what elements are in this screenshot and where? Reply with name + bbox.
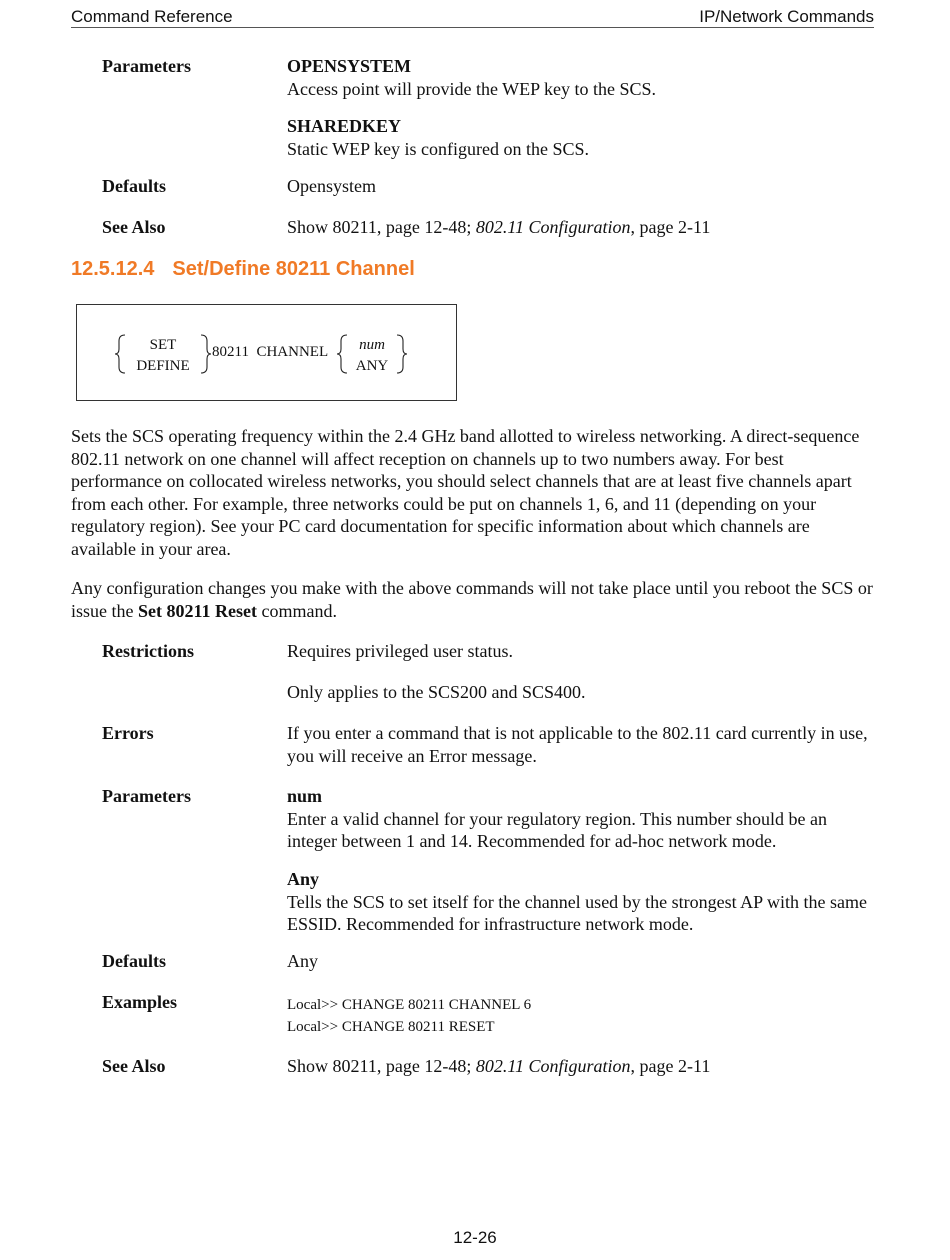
reboot-note-command: Set 80211 Reset: [138, 600, 257, 621]
syntax-set: SET: [149, 337, 177, 353]
examples-label: Examples: [102, 992, 178, 1012]
param-num: [287, 785, 877, 853]
see-also-pre: Show 80211, page 12-48;: [287, 1056, 476, 1076]
see-also-label: See Also: [102, 1056, 166, 1076]
example-2: Local>> CHANGE 80211 RESET: [287, 1019, 495, 1035]
syntax-num: num: [359, 337, 385, 353]
param-sharedkey-desc: Static WEP key is configured on the SCS.: [287, 138, 589, 159]
defaults-value-top: Opensystem: [287, 176, 376, 196]
parameters-label-top: Parameters: [102, 56, 191, 76]
param-any-desc: Tells the SCS to set itself for the channel used by the strongest AP with the same ESSID. Recommended for infrastructure network mode.: [287, 891, 867, 934]
see-also: [287, 1055, 877, 1078]
param-num-desc: Enter a valid channel for your regulatory region. This number should be an integer between 1 and 14. Recommended for ad-hoc network mode.: [287, 808, 828, 851]
errors-text: If you enter a command that is not applicable to the 802.11 card currently in use, you will receive an Error message.: [287, 723, 868, 766]
section-heading: [71, 258, 415, 281]
see-also-top-link: 802.11 Configuration: [475, 217, 631, 237]
example-1: Local>> CHANGE 80211 CHANNEL 6: [287, 997, 532, 1013]
defaults-label-top: Defaults: [102, 176, 166, 196]
syntax-keyword: 80211 CHANNEL: [212, 344, 329, 360]
running-header-left: Command Reference: [71, 7, 233, 26]
reboot-note-paragraph: [71, 577, 877, 622]
restrictions-1: Requires privileged user status.: [287, 641, 513, 661]
see-also-link: 802.11 Configuration: [475, 1056, 631, 1076]
running-header-right: IP/Network Commands: [699, 7, 874, 26]
description-paragraph: Sets the SCS operating frequency within the 2.4 GHz band allotted to wireless networking. A direct-sequence 802.11 network on one channel will affect reception on channels up to two numbers away. For best performance on collocated wireless networks, you should select channels that are at least five channels apart from each other. For example, three networks could be put on channels 1, 6, and 11 (depending on your regulatory region). See your PC card documentation for specific information about which channels are available in your area.: [71, 426, 860, 559]
param-opensystem-name: OPENSYSTEM: [287, 56, 412, 76]
section-title: Set/Define 80211 Channel: [172, 258, 415, 280]
restrictions-2: Only applies to the SCS200 and SCS400.: [287, 682, 586, 702]
defaults-label: Defaults: [102, 951, 166, 971]
see-also-top-pre: Show 80211, page 12-48;: [287, 217, 476, 237]
header-rule: [71, 27, 874, 28]
param-sharedkey-name: SHAREDKEY: [287, 116, 402, 136]
param-any-name: Any: [287, 869, 320, 889]
syntax-define: DEFINE: [136, 358, 190, 374]
examples-block: [287, 994, 877, 1038]
restrictions-label: Restrictions: [102, 641, 194, 661]
syntax-any: ANY: [355, 358, 389, 374]
param-any: [287, 868, 877, 936]
section-number: 12.5.12.4: [71, 258, 155, 280]
page-number: 12-26: [453, 1228, 497, 1247]
param-opensystem-desc: Access point will provide the WEP key to the SCS.: [287, 78, 656, 99]
parameters-label: Parameters: [102, 786, 191, 806]
errors-label: Errors: [102, 723, 154, 743]
param-opensystem: [287, 55, 877, 100]
see-also-label-top: See Also: [102, 217, 166, 237]
syntax-diagram: [76, 304, 457, 401]
reboot-note-post: command.: [256, 600, 337, 621]
see-also-top-post: , page 2-11: [630, 217, 711, 237]
param-sharedkey: [287, 115, 877, 160]
see-also-top: [287, 216, 877, 239]
defaults-value: Any: [287, 951, 318, 971]
param-num-name: num: [287, 786, 323, 806]
reboot-note-pre: Any configuration changes you make with the above commands will not take place until you reboot the SCS or issue the: [71, 578, 873, 621]
see-also-post: , page 2-11: [630, 1056, 711, 1076]
